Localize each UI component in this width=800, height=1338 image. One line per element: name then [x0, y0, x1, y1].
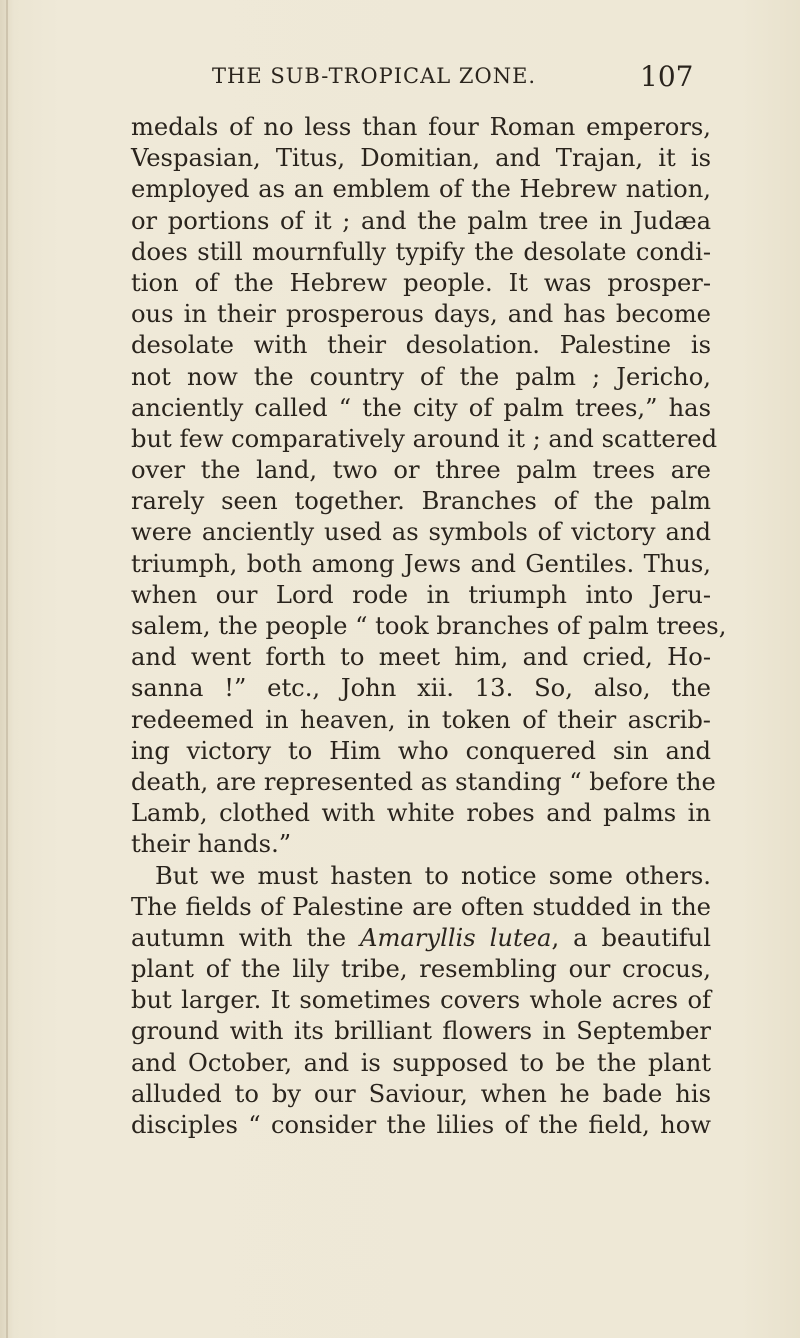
text-fragment: autumn with the	[131, 923, 361, 952]
text-line: Vespasian, Titus, Domitian, and Trajan, it is	[131, 144, 711, 173]
text-line: plant of the lily tribe, resembling our crocus,	[131, 955, 711, 984]
text-line: does still mournfully typify the desolate condi-	[131, 237, 711, 266]
text-line: but larger. It sometimes covers whole acres of	[131, 986, 711, 1015]
text-line: tion of the Hebrew people. It was prosper-	[131, 268, 711, 297]
text-line: and October, and is supposed to be the plant	[131, 1048, 711, 1077]
text-line: were anciently used as symbols of victory and	[131, 518, 711, 547]
text-line: disciples “ consider the lilies of the field, how	[131, 1111, 711, 1139]
gutter-shadow	[6, 0, 8, 1338]
text-line: ground with its brilliant flowers in September	[131, 1017, 711, 1046]
text-fragment: , a beautiful	[551, 923, 711, 952]
text-line: employed as an emblem of the Hebrew nation,	[131, 175, 711, 204]
text-line: desolate with their desolation. Palestine is	[131, 331, 711, 360]
page-number: 107	[640, 60, 694, 93]
text-line: ing victory to Him who conquered sin and	[131, 736, 711, 765]
running-title: THE SUB-TROPICAL ZONE.	[212, 64, 537, 88]
text-line-with-italic	[131, 923, 711, 954]
text-line: Lamb, clothed with white robes and palms in	[131, 799, 711, 828]
running-header	[0, 60, 800, 100]
text-line: alluded to by our Saviour, when he bade his	[131, 1079, 711, 1108]
text-line: ous in their prosperous days, and has become	[131, 300, 711, 329]
text-line: redeemed in heaven, in token of their ascrib-	[131, 705, 711, 734]
paragraph-start-line: But we must hasten to notice some others.	[155, 861, 711, 890]
text-line: anciently called “ the city of palm trees,” has	[131, 393, 711, 422]
text-line: or portions of it ; and the palm tree in Judæa	[131, 206, 711, 235]
text-line: death, are represented as standing “ before the	[131, 767, 716, 796]
body-text	[131, 112, 727, 1141]
text-line: salem, the people “ took branches of palm trees,	[131, 612, 727, 640]
text-line: rarely seen together. Branches of the palm	[131, 487, 711, 516]
species-name-italic: Amaryllis lutea	[360, 923, 552, 952]
text-line: their hands.”	[131, 830, 292, 859]
text-line: medals of no less than four Roman emperors,	[131, 113, 711, 141]
text-line: The fields of Palestine are often studded in the	[131, 892, 711, 921]
text-line: and went forth to meet him, and cried, Ho-	[131, 643, 711, 672]
text-line: when our Lord rode in triumph into Jeru-	[131, 580, 711, 609]
text-line: but few comparatively around it ; and scattered	[131, 424, 718, 453]
text-line: sanna !” etc., John xii. 13. So, also, the	[131, 674, 711, 703]
text-line: triumph, both among Jews and Gentiles. Thus,	[131, 549, 711, 578]
text-line: not now the country of the palm ; Jericho,	[131, 362, 711, 391]
text-line: over the land, two or three palm trees are	[131, 456, 711, 485]
